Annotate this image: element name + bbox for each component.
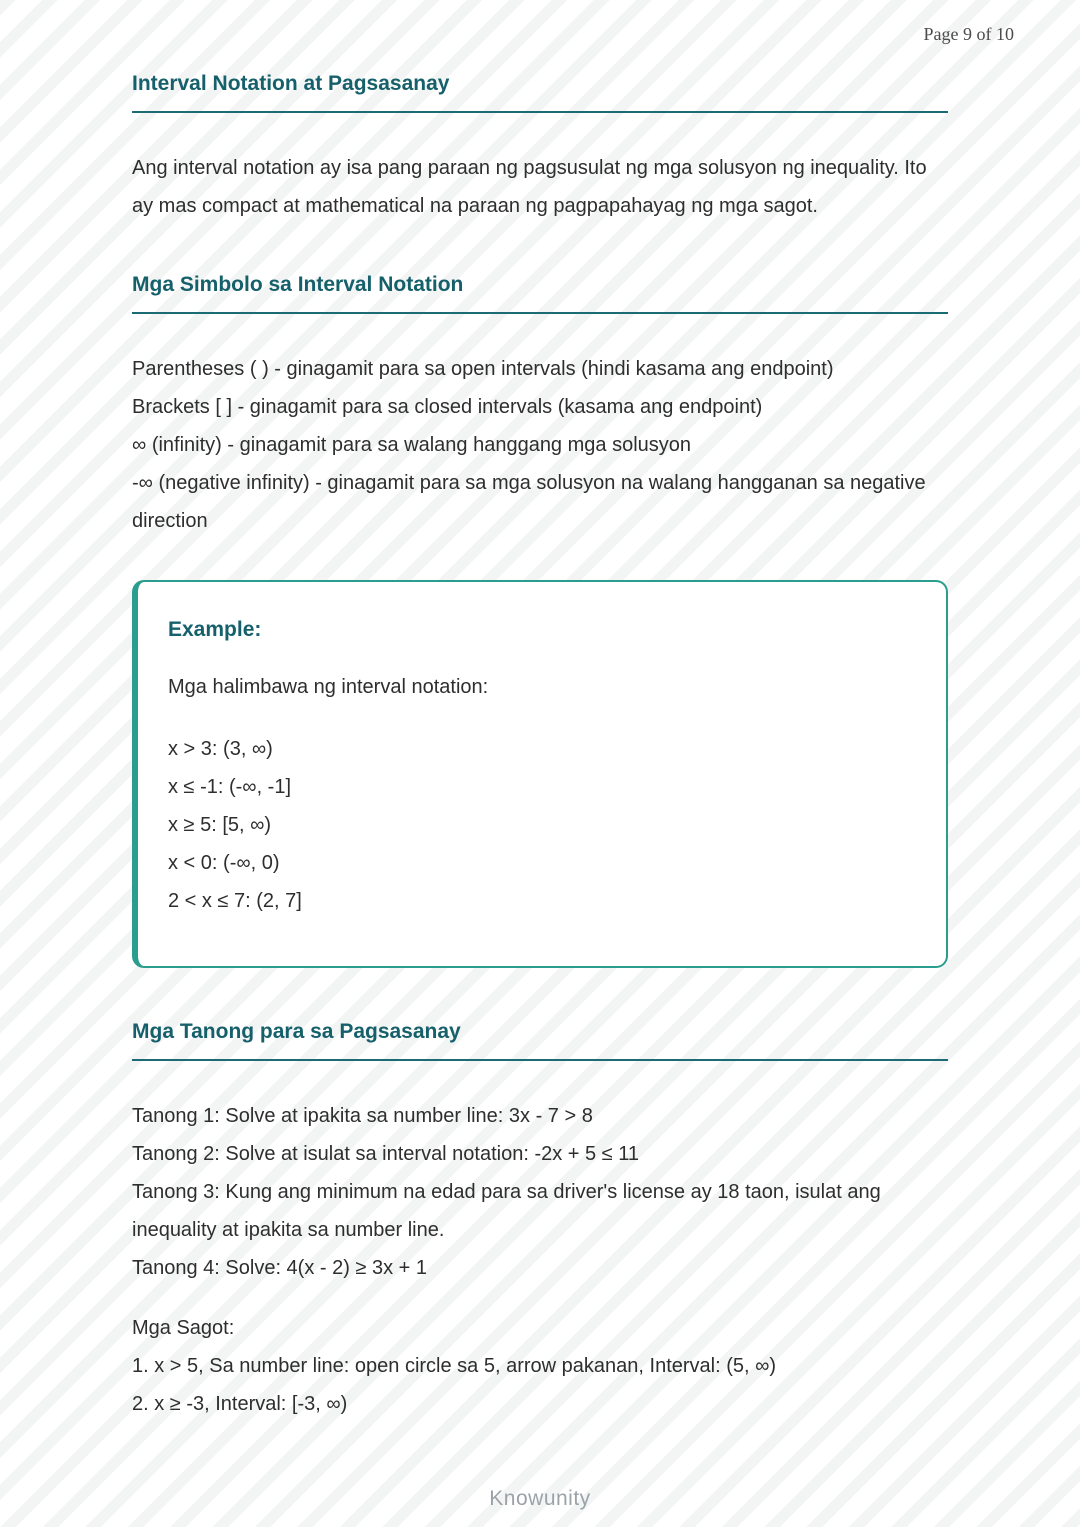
question-line: Tanong 2: Solve at isulat sa interval notation: -2x + 5 ≤ 11 xyxy=(132,1143,640,1165)
symbol-line: -∞ (negative infinity) - ginagamit para sa mga solusyon na walang hangganan sa negative direction xyxy=(132,472,926,532)
section-title-interval-notation: Interval Notation at Pagsasanay xyxy=(132,72,948,113)
example-item: 2 < x ≤ 7: (2, 7] xyxy=(168,890,302,912)
interval-notation-paragraph: Ang interval notation ay isa pang paraan ng pagsusulat ng mga solusyon ng inequality. Ito ay mas compact at mathematical na paraan ng pagpapahayag ng mga sagot. xyxy=(132,157,927,217)
question-line: Tanong 3: Kung ang minimum na edad para sa driver's license ay 18 taon, isulat ang inequality at ipakita sa number line. xyxy=(132,1181,881,1241)
example-label: Example: xyxy=(168,618,262,641)
answers-block xyxy=(132,1309,948,1423)
footer-brand: Knowunity xyxy=(489,1487,591,1510)
document-content xyxy=(132,0,948,1423)
example-intro: Mga halimbawa ng interval notation: xyxy=(168,676,489,698)
symbol-line: ∞ (infinity) - ginagamit para sa walang hanggang mga solusyon xyxy=(132,434,692,456)
example-item: x < 0: (-∞, 0) xyxy=(168,852,280,874)
answer-line: 1. x > 5, Sa number line: open circle sa 5, arrow pakanan, Interval: (5, ∞) xyxy=(132,1355,777,1377)
section-title-symbols: Mga Simbolo sa Interval Notation xyxy=(132,273,948,314)
answers-label: Mga Sagot: xyxy=(132,1317,235,1339)
example-item: x > 3: (3, ∞) xyxy=(168,738,273,760)
question-line: Tanong 4: Solve: 4(x - 2) ≥ 3x + 1 xyxy=(132,1257,428,1279)
example-item: x ≤ -1: (-∞, -1] xyxy=(168,776,292,798)
answer-line: 2. x ≥ -3, Interval: [-3, ∞) xyxy=(132,1393,348,1415)
practice-questions xyxy=(132,1097,948,1287)
question-line: Tanong 1: Solve at ipakita sa number line: 3x - 7 > 8 xyxy=(132,1105,593,1127)
example-box xyxy=(132,580,948,968)
symbol-line: Brackets [ ] - ginagamit para sa closed intervals (kasama ang endpoint) xyxy=(132,396,763,418)
example-items xyxy=(168,730,912,920)
symbol-line: Parentheses ( ) - ginagamit para sa open intervals (hindi kasama ang endpoint) xyxy=(132,358,834,380)
symbols-list xyxy=(132,350,948,540)
section-title-practice: Mga Tanong para sa Pagsasanay xyxy=(132,1020,948,1061)
page-indicator: Page 9 of 10 xyxy=(923,24,1014,44)
example-item: x ≥ 5: [5, ∞) xyxy=(168,814,272,836)
